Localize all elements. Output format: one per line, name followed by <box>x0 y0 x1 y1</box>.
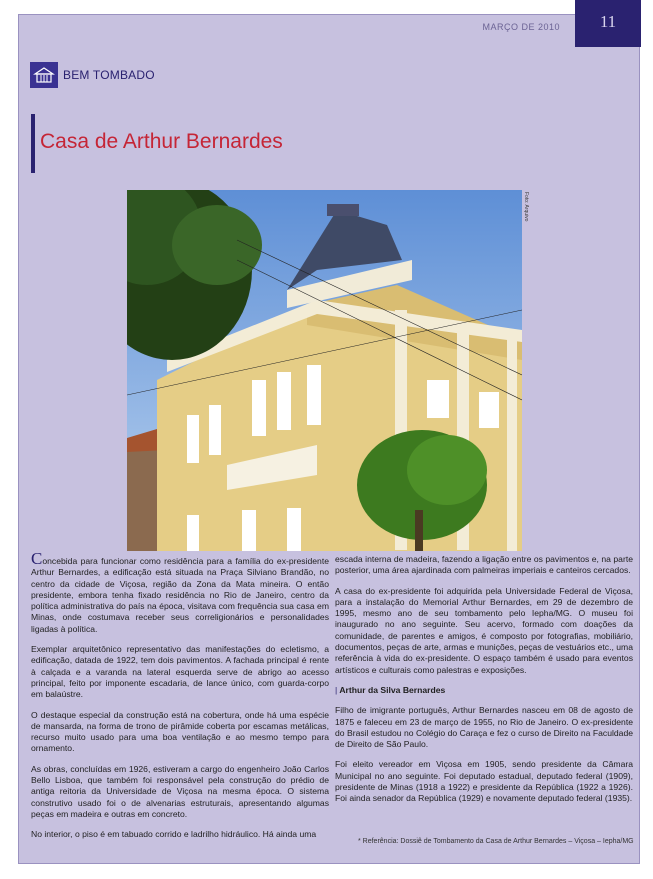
title-accent-bar <box>31 114 35 173</box>
left-column <box>31 549 329 850</box>
paragraph: No interior, o piso é em tabuado corrido e ladrilho hidráulico. Há ainda uma <box>31 829 317 840</box>
building-logo-icon <box>30 62 58 88</box>
photo-credit: Foto: Arquivo <box>523 192 529 222</box>
drop-cap: C <box>31 549 43 568</box>
subheading <box>335 685 633 696</box>
article-title: Casa de Arthur Bernardes <box>40 130 283 153</box>
paragraph: A casa do ex-presidente foi adquirida pela Universidade Federal de Viçosa, para a instalação do Memorial Arthur Bernardes, em 29 de dezembro de 1995, mesmo ano de seu tombamento pelo Iepha/MG. O museu foi inaugurado no ano seguinte. Seu acervo, formado com doações da comunidade, de parentes e amigos, é composto por fotografias, mobiliário, documentos, peças de arte, armas e munições, peças de vestuários etc., uma referência à vida do ex-presidente. O espaço também é usado para eventos artísticos e culturais como palestras e exposições. <box>335 585 633 675</box>
paragraph: O destaque especial da construção está na cobertura, onde há uma espécie de mansarda, na forma de trono de pirâmide coberta por escamas metálicas, recurso muito usado para uma boa ventilação e ao mesmo tempo para ornamento. <box>31 709 329 754</box>
subheading-bar: | <box>335 684 338 695</box>
subheading-text: Arthur da Silva Bernardes <box>339 684 446 695</box>
issue-date: MARÇO DE 2010 <box>482 22 560 32</box>
paragraph: escada interna de madeira, fazendo a ligação entre os pavimentos e, na parte posterior, uma área ajardinada com palmeiras imperiais e canteiros cercados. <box>335 554 633 576</box>
paragraph: Foi eleito vereador em Viçosa em 1905, sendo presidente da Câmara Municipal no ano seguinte. Foi deputado estadual, deputado federal (1909), presidente de Minas (1918 a 1922) e presidente da República (1922 a 1926). Foi ainda senador da República (1929) e novamente deputado federal (1935). <box>335 759 633 804</box>
paragraph: Exemplar arquitetônico representativo das manifestações do ecletismo, a edificação, datada de 1922, tem dois pavimentos. A fachada principal é rente à calçada e a varanda na lateral esquerda serve de abrigo ao acesso principal, feito por imponente escadaria, de lance único, com guarda-corpo em balaústre. <box>31 644 329 700</box>
section-name: BEM TOMBADO <box>63 68 155 82</box>
reference-footnote: * Referência: Dossiê de Tombamento da Casa de Arthur Bernardes – Viçosa – Iepha/MG <box>358 838 634 845</box>
paragraph-text: oncebida para funcionar como residência para a família do ex-presidente Arthur Bernardes, a edificação está situada na Praça Silviano Brandão, no centro da cidade de Viçosa, região da Zona da Mata mineira. O então presidente, embora tenha fixado residência no Rio de Janeiro, centro da política administrativa do país na época, visitava com frequência sua casa em Minas, onde costumava receber seus correligionários e personalidades ligadas à política. <box>31 556 329 634</box>
section-logo <box>30 62 155 88</box>
page-number-label: 11 <box>599 12 617 31</box>
paragraph <box>31 549 329 635</box>
right-column <box>335 554 633 814</box>
paragraph: As obras, concluídas em 1926, estiveram a cargo do engenheiro João Carlos Bello Lisboa, que também foi responsável pela construção do prédio de antiga reitoria da Universidade de Viçosa na mesma época. O sistema construtivo usado foi o de alvenarias estruturais, apresentando algumas peças em madeira e outras em concreto. <box>31 763 329 819</box>
page-number <box>575 0 641 47</box>
paragraph: Filho de imigrante português, Arthur Bernardes nasceu em 08 de agosto de 1875 e faleceu em 23 de março de 1955, no Rio de Janeiro. O ex-presidente do Brasil estudou no Colégio do Caraça e fez o curso de Direito na Faculdade de Direito de São Paulo. <box>335 705 633 750</box>
house-photo <box>127 190 522 551</box>
